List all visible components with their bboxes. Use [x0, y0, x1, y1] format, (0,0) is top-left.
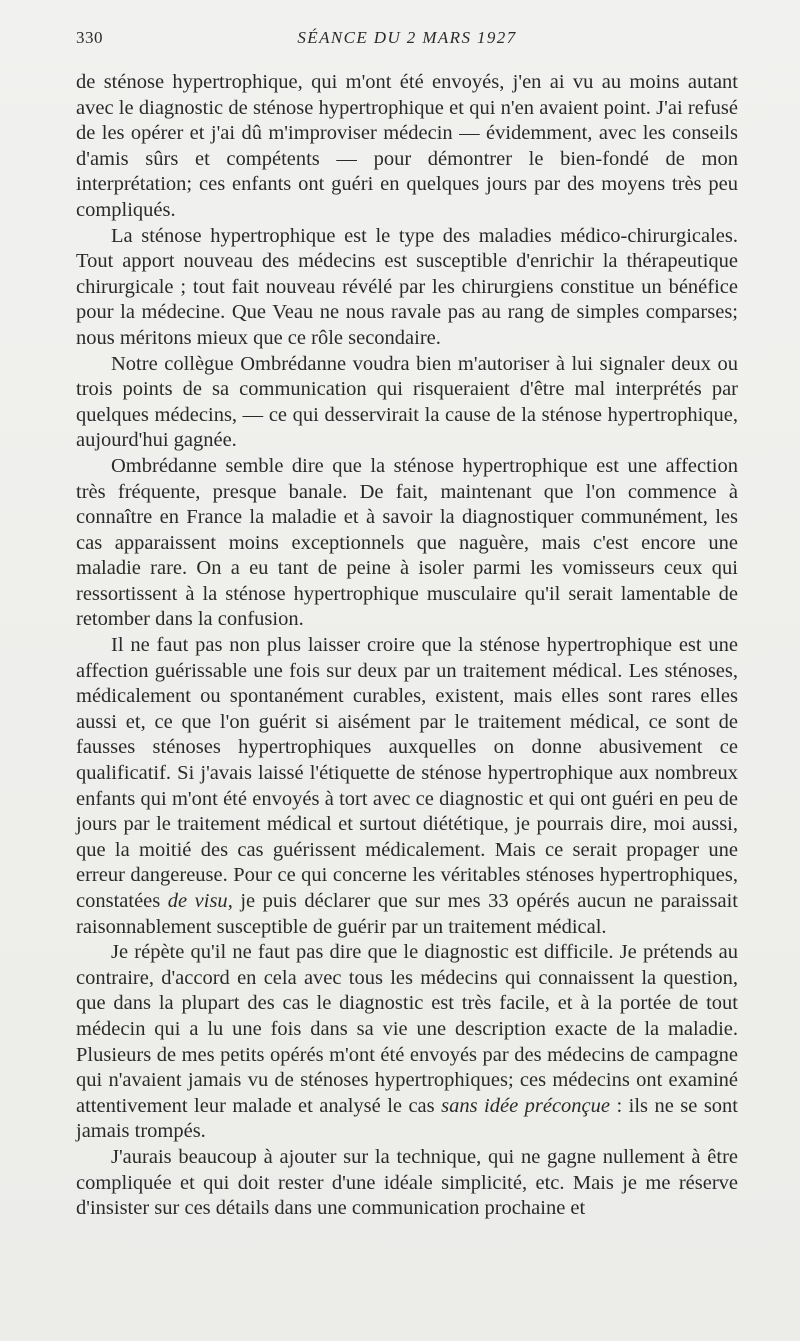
paragraph-text: La sténose hypertrophique est le type des maladies médico-chirurgicales. Tout apport nouveau des médecins est susceptible d'enrichir la thérapeutique chirurgicale ; tout fait nouveau révélé par les chirurgiens constitue un bénéfice pour la médecine. Que Veau ne nous ravale pas au rang de simples comparses; nous méritons mieux que ce rôle secondaire. — [76, 224, 738, 349]
paragraph-text: Ombrédanne semble dire que la sténose hypertrophique est une affection très fréquente, presque banale. De fait, maintenant que l'on commence à connaître en France la maladie et à savoir la diagnostiquer communément, les cas apparaissent moins exceptionnels que naguère, mais c'est encore une maladie rare. On a eu tant de peine à isoler parmi les vomisseurs ceux qui ressortissent à la sténose hypertrophique musculaire qu'il serait lamentable de retomber dans la confusion. — [76, 454, 738, 631]
paragraph-text: J'aurais beaucoup à ajouter sur la technique, qui ne gagne nullement à être compliquée et qui doit rester d'une idéale simplicité, etc. Mais je me réserve d'insister sur ces détails dans une communication prochaine et — [76, 1145, 738, 1220]
paragraph — [76, 224, 738, 352]
page-header — [76, 28, 738, 54]
paragraph — [76, 352, 738, 454]
paragraph-text-continuation: , je puis déclarer que sur mes 33 opérés aucun ne paraissait raisonnablement susceptible de guérir par un traitement médical. — [76, 890, 738, 938]
page-number: 330 — [76, 28, 103, 47]
italic-phrase: de visu — [167, 890, 228, 912]
paragraph — [76, 1145, 738, 1222]
paragraph — [76, 454, 738, 633]
paragraph-text: de sténose hypertrophique, qui m'ont été envoyés, j'en ai vu au moins autant avec le diagnostic de sténose hypertrophique et qui n'en avaient point. J'ai refusé de les opérer et j'ai dû m'improviser médecin — évidemment, avec les conseils d'amis sûrs et compétents — pour démontrer le bien-fondé de mon interprétation; ces enfants ont guéri en quelques jours par des moyens très peu compliqués. — [76, 71, 738, 221]
paragraph-text: Je répète qu'il ne faut pas dire que le diagnostic est difficile. Je prétends au contraire, d'accord en cela avec tous les médecins qui connaissent la question, que dans la plupart des cas le diagnostic est très facile, et à la portée de tout médecin qui a lu une fois dans sa vie une description exacte de la maladie. Plusieurs de mes petits opérés m'ont été envoyés par des médecins de campagne qui n'avaient jamais vu de sténoses hypertrophiques; ces médecins ont examiné attentivement leur malade et analysé le cas — [76, 941, 738, 1117]
italic-phrase: sans idée préconçue — [441, 1094, 611, 1117]
paragraph-text: Notre collègue Ombrédanne voudra bien m'autoriser à lui signaler deux ou trois points de sa communication qui risqueraient d'être mal interprétés par quelques médecins, — ce qui desservirait la cause de la sténose hypertrophique, aujourd'hui gagnée. — [76, 352, 738, 452]
paragraph — [76, 633, 738, 940]
running-head: SÉANCE DU 2 MARS 1927 — [297, 28, 517, 47]
paragraph — [76, 940, 738, 1145]
paragraph-text: Il ne faut pas non plus laisser croire que la sténose hypertrophique est une affection guérissable une fois sur deux par un traitement médical. Les sténoses, médicalement ou spontanément curables, existent, mais elles sont rares elles aussi et, ce que l'on guérit si aisément par le traitement médical, ce sont de fausses sténoses hypertrophiques auxquelles on donne abusivement ce qualificatif. Si j'avais laissé l'étiquette de sténose hypertrophique aux nombreux enfants qui m'ont été envoyés à tort avec ce diagnostic et qui ont guéri en peu de jours par le traitement médical et surtout diététique, je pourrais dire, moi aussi, que la moitié des cas guérissent médicalement. Mais ce serait propager une erreur dangereuse. Pour ce qui concerne les véritables sténoses hypertrophiques, constatées — [76, 634, 738, 912]
paragraph-text-continuation: : ils ne se sont jamais trompés. — [76, 1094, 738, 1143]
article-body — [76, 70, 738, 1222]
paragraph — [76, 70, 738, 224]
